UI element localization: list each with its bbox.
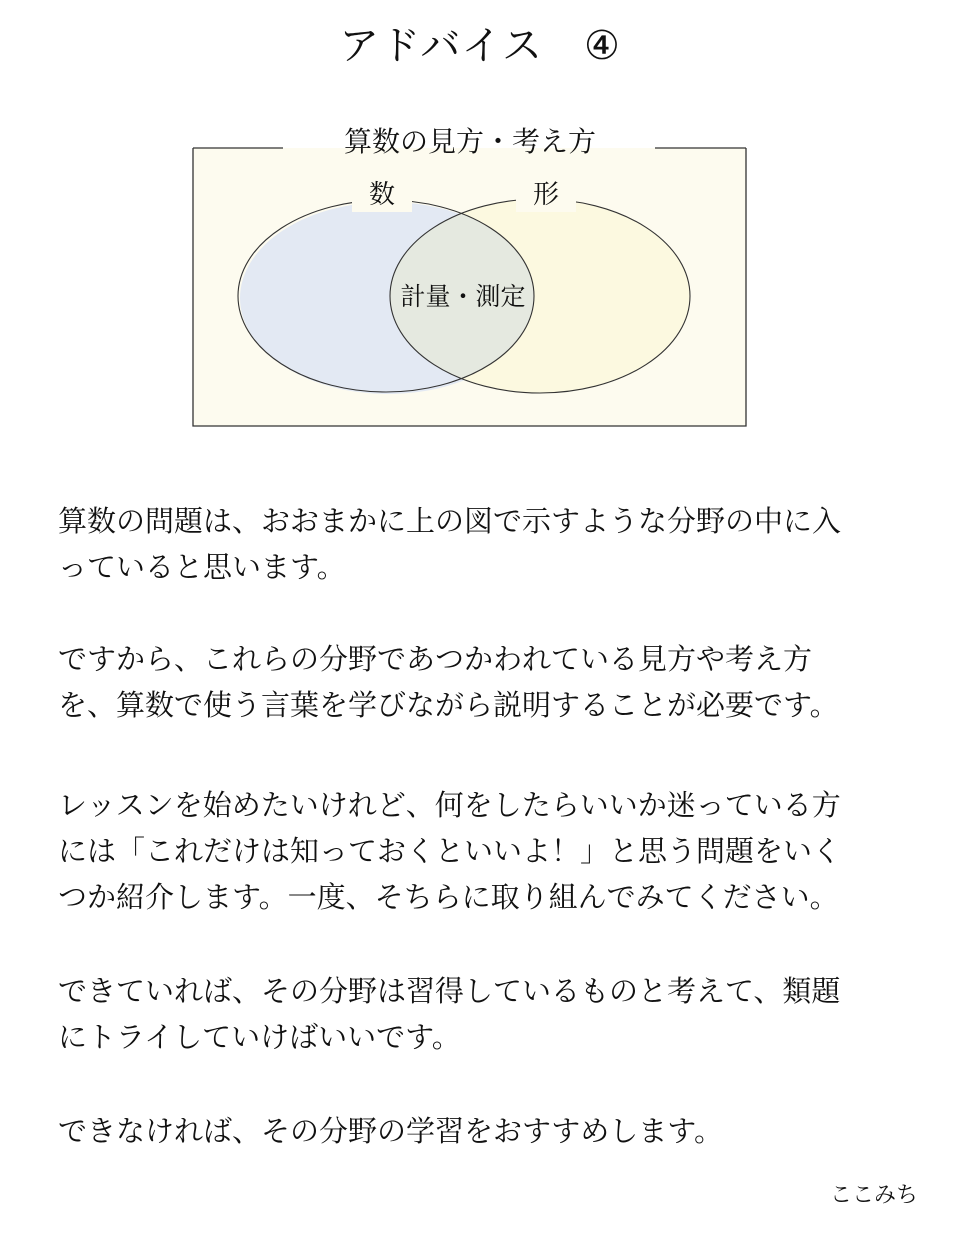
- page-title: アドバイス ④: [339, 23, 621, 69]
- paragraph-line: つか紹介します。一度、そちらに取り組んでみてください。: [58, 880, 839, 914]
- paragraph-4: [58, 968, 918, 1060]
- paragraph-line: できていれば、その分野は習得しているものと考えて、類題: [58, 974, 841, 1008]
- paragraph-2: [58, 636, 918, 728]
- paragraph-line: っていると思います。: [58, 550, 346, 584]
- paragraph-line: 算数の問題は、おおまかに上の図で示すような分野の中に入: [58, 504, 842, 538]
- left-set-label: 数: [368, 180, 395, 210]
- paragraph-line: には「これだけは知っておくといいよ！」と思う問題をいく: [58, 834, 842, 868]
- paragraph-5: [58, 1108, 918, 1154]
- intersection-label: 計量・測定: [400, 282, 526, 311]
- author-signature: ここみち: [829, 1183, 918, 1208]
- diagram-title: 算数の見方・考え方: [343, 125, 596, 158]
- paragraph-1: [58, 498, 918, 590]
- right-set-label: 形: [532, 180, 559, 210]
- paragraph-line: にトライしていけばいいです。: [58, 1020, 461, 1054]
- paragraph-3: [58, 782, 918, 920]
- venn-diagram-graphic: [0, 0, 960, 460]
- paragraph-line: を、算数で使う言葉を学びながら説明することが必要です。: [58, 688, 839, 722]
- paragraph-line: できなければ、その分野の学習をおすすめします。: [58, 1114, 723, 1148]
- venn-diagram: [0, 0, 960, 460]
- paragraph-line: レッスンを始めたいけれど、何をしたらいいか迷っている方: [58, 788, 841, 822]
- paragraph-line: ですから、これらの分野であつかわれている見方や考え方: [58, 642, 813, 676]
